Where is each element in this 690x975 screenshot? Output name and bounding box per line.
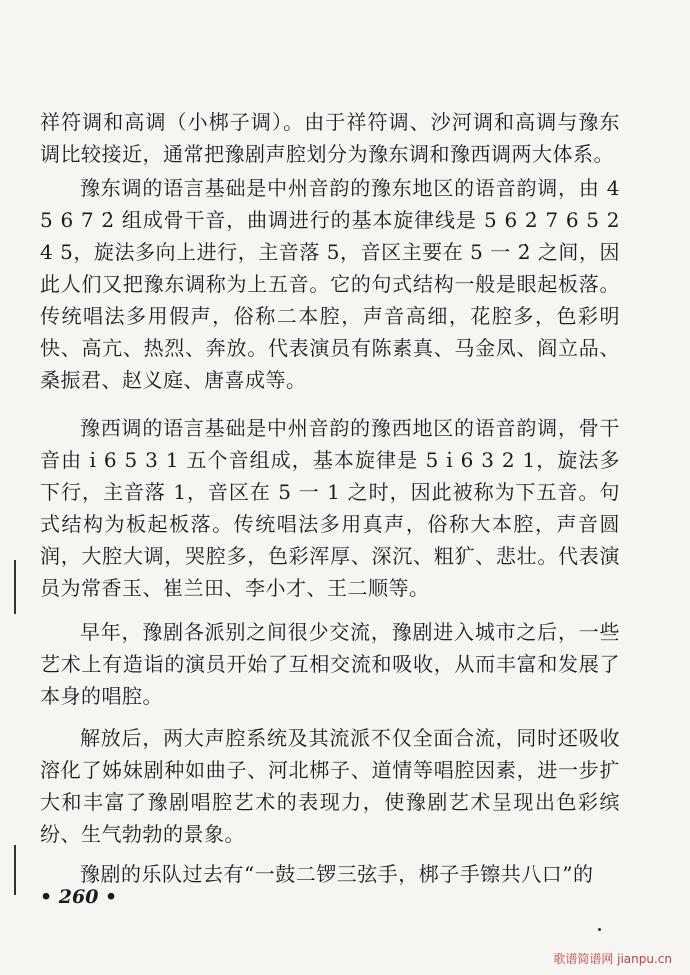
paragraph-yudong-tune: 豫东调的语言基础是中州音韵的豫东地区的语音韵调，由 4 5 6 7 2̇ 组成骨干音，曲调进行的基本旋律线是 5 6 2̇ 7 6 5 2 4 5，旋法多向上进行，主音落 5，音区主要在 5 一 2̇ 之间，因此人们又把豫东调称为上五音。它的句式结构一般是眼起板落。传统唱法多用假声，俗称二本腔，声音高细，花腔多，色彩明快、高亢、热烈、奔放。代表演员有陈素真、马金凤、阎立品、桑振君、赵义庭、唐喜成等。 bbox=[40, 176, 620, 392]
site-watermark: 歌谱简谱网 jianpu.cn bbox=[553, 952, 672, 966]
scan-edge-mark bbox=[14, 845, 16, 895]
scan-edge-mark bbox=[14, 560, 16, 614]
paragraph-early-years: 早年，豫剧各派别之间很少交流，豫剧进入城市之后，一些艺术上有造诣的演员开始了互相交流和吸收，从而丰富和发展了本身的唱腔。 bbox=[40, 620, 620, 708]
paragraph-continuation: 祥符调和高调（小梆子调）。由于祥符调、沙河调和高调与豫东调比较接近，通常把豫剧声腔划分为豫东调和豫西调两大体系。 bbox=[40, 110, 620, 166]
scan-speck bbox=[598, 928, 601, 931]
paragraph-after-liberation: 解放后，两大声腔系统及其流派不仅全面合流，同时还吸收溶化了姊妹剧种如曲子、河北梆子、道情等唱腔因素，进一步扩大和丰富了豫剧唱腔艺术的表现力，使豫剧艺术呈现出色彩缤纷、生气勃勃的景象。 bbox=[40, 726, 620, 846]
page-number: • 260 • bbox=[40, 886, 118, 908]
paragraph-orchestra: 豫剧的乐队过去有“一鼓二锣三弦手，梆子手镲共八口”的 bbox=[80, 862, 594, 886]
paragraph-yuxi-tune: 豫西调的语言基础是中州音韵的豫西地区的语音韵调，骨干音由 i̇ 6 5 3 1 五个音组成，基本旋律是 5 i̇ 6 3 2 1，旋法多下行，主音落 1，音区在 5 一 1 之时，因此被称为下五音。句式结构为板起板落。传统唱法多用真声，俗称大本腔，声音圆润，大腔大调，哭腔多，色彩浑厚、深沉、粗犷、悲壮。代表演员为常香玉、崔兰田、李小才、王二顺等。 bbox=[40, 416, 620, 600]
